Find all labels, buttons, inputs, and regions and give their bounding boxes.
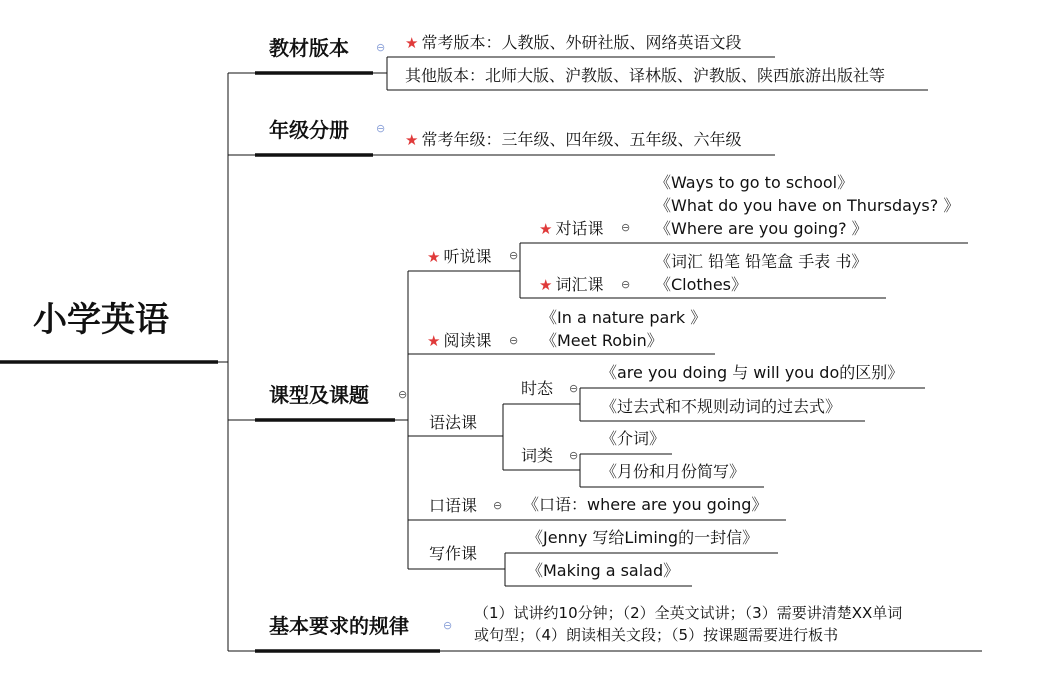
textbook-other-node[interactable]: 其他版本：北师大版、沪教版、译林版、沪教版、陕西旅游出版社等 [405, 66, 886, 85]
collapse-icon[interactable]: ⊖ [398, 388, 408, 401]
rules-line: （1）试讲约10分钟；（2）全英文试讲；（3）需要讲清楚XX单词 [474, 604, 903, 622]
vocab-label: 词汇课 [555, 275, 604, 294]
star-icon: ★ [427, 332, 441, 350]
reading-label: 阅读课 [443, 331, 492, 350]
vocab-node[interactable] [539, 275, 603, 295]
root-title: 小学英语 [33, 300, 169, 340]
collapse-icon[interactable]: ⊖ [509, 334, 519, 347]
branch-lessons-title[interactable]: 课型及课题 [269, 383, 369, 407]
wordclass-item[interactable]: 《介词》 [601, 429, 666, 448]
collapse-icon[interactable]: ⊖ [443, 619, 453, 632]
writing-item[interactable]: 《Making a salad》 [527, 561, 680, 580]
dialogue-items [655, 171, 959, 240]
tense-item[interactable]: 《are you doing 与 will you do的区别》 [601, 363, 904, 382]
reading-node[interactable] [427, 331, 491, 351]
wordclass-item[interactable]: 《月份和月份简写》 [601, 462, 746, 481]
collapse-icon[interactable]: ⊖ [493, 499, 503, 512]
collapse-icon[interactable]: ⊖ [376, 41, 386, 54]
writing-label[interactable]: 写作课 [429, 544, 478, 563]
star-icon: ★ [539, 276, 553, 294]
writing-item[interactable]: 《Jenny 写给Liming的一封信》 [527, 528, 759, 547]
collapse-icon[interactable]: ⊖ [621, 278, 631, 291]
dialogue-item[interactable]: 《Where are you going? 》 [655, 219, 868, 238]
rules-text[interactable] [474, 602, 902, 646]
reading-items [541, 306, 706, 352]
collapse-icon[interactable]: ⊖ [376, 122, 386, 135]
star-icon: ★ [405, 131, 419, 149]
star-icon: ★ [405, 34, 419, 52]
branch-textbook-title[interactable]: 教材版本 [269, 36, 349, 60]
collapse-icon[interactable]: ⊖ [509, 249, 519, 262]
collapse-icon[interactable]: ⊖ [569, 382, 579, 395]
collapse-icon[interactable]: ⊖ [621, 221, 631, 234]
wordclass-label[interactable]: 词类 [521, 446, 554, 465]
grammar-label[interactable]: 语法课 [429, 413, 478, 432]
star-icon: ★ [427, 248, 441, 266]
dialogue-item[interactable]: 《What do you have on Thursdays? 》 [655, 196, 960, 215]
textbook-common-node[interactable] [405, 33, 741, 53]
vocab-items [655, 250, 867, 296]
rules-line: 或句型；（4）朗读相关文段；（5）按课题需要进行板书 [474, 626, 839, 644]
star-icon: ★ [539, 220, 553, 238]
reading-item[interactable]: 《Meet Robin》 [541, 331, 663, 350]
vocab-item[interactable]: 《词汇 铅笔 铅笔盒 手表 书》 [655, 252, 868, 271]
listening-label: 听说课 [443, 247, 492, 266]
grade-common-text: 常考年级：三年级、四年级、五年级、六年级 [421, 130, 742, 149]
branch-grade-title[interactable]: 年级分册 [269, 118, 349, 142]
oral-label[interactable]: 口语课 [429, 496, 478, 515]
vocab-item[interactable]: 《Clothes》 [655, 275, 748, 294]
tense-item[interactable]: 《过去式和不规则动词的过去式》 [601, 397, 842, 416]
tense-label[interactable]: 时态 [521, 379, 554, 398]
oral-item[interactable]: 《口语：where are you going》 [523, 495, 768, 514]
branch-rules-title[interactable]: 基本要求的规律 [269, 614, 409, 638]
dialogue-node[interactable] [539, 219, 603, 239]
collapse-icon[interactable]: ⊖ [569, 449, 579, 462]
grade-common-node[interactable] [405, 130, 741, 150]
listening-node[interactable] [427, 247, 491, 267]
textbook-common-text: 常考版本：人教版、外研社版、网络英语文段 [421, 33, 742, 52]
dialogue-item[interactable]: 《Ways to go to school》 [655, 173, 854, 192]
reading-item[interactable]: 《In a nature park 》 [541, 308, 707, 327]
dialogue-label: 对话课 [555, 219, 604, 238]
